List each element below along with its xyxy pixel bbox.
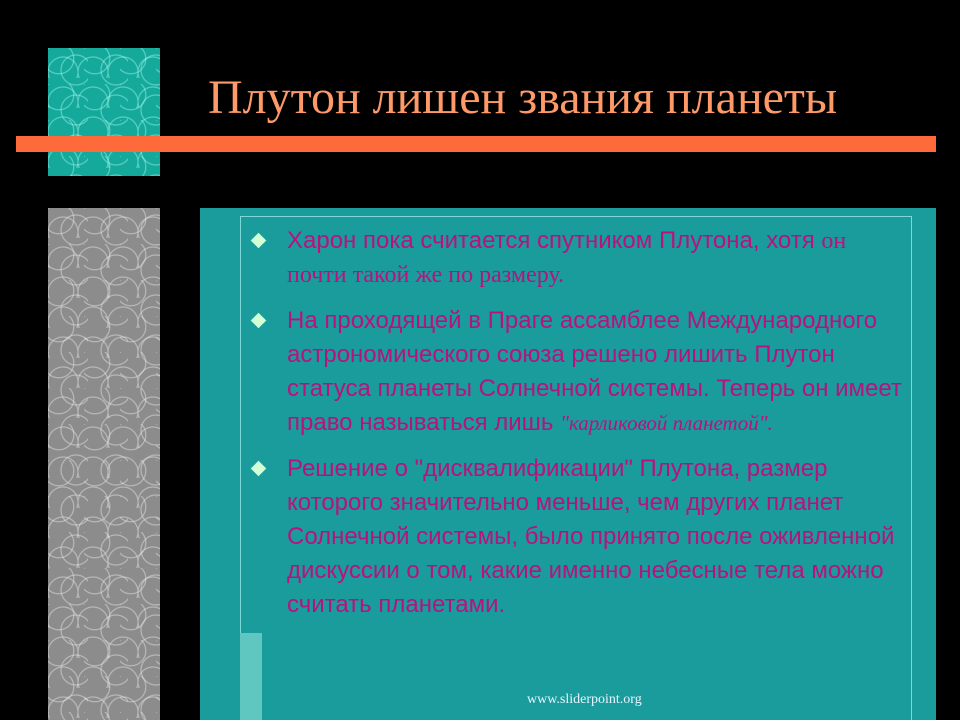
bullet-text-serif: он почти такой же по размеру.	[287, 228, 847, 288]
bullet-text: На проходящей в Праге ассамблее Международного астрономического союза решено лишить Плутон статуса планеты Солнечной системы. Теперь он имеет право называться лишь	[287, 307, 902, 436]
diamond-bullet-icon	[251, 233, 267, 249]
bullet-text: Решение о "дисквалификации" Плутона, размер которого значительно меньше, чем других планет Солнечной системы, было принято после оживленной дискуссии о том, какие именно небесные тела можно считать планетами.	[287, 455, 895, 618]
bullet-text: Харон пока считается спутником Плутона, хотя	[287, 227, 815, 254]
bullet-text-emphasis: "карликовой планетой".	[560, 411, 773, 435]
slide-title: Плутон лишен звания планеты	[208, 71, 838, 124]
title-decoration-square	[48, 48, 160, 176]
title-underline-bar	[16, 136, 936, 152]
footer-url: www.sliderpoint.org	[527, 692, 642, 707]
diamond-bullet-icon	[251, 313, 267, 329]
bullet-item	[250, 304, 906, 440]
bullet-list	[250, 224, 906, 634]
bullet-item	[250, 452, 906, 622]
side-decoration-panel	[48, 208, 160, 720]
bullet-item	[250, 224, 906, 292]
diamond-bullet-icon	[251, 461, 267, 477]
accent-strip	[240, 633, 262, 720]
